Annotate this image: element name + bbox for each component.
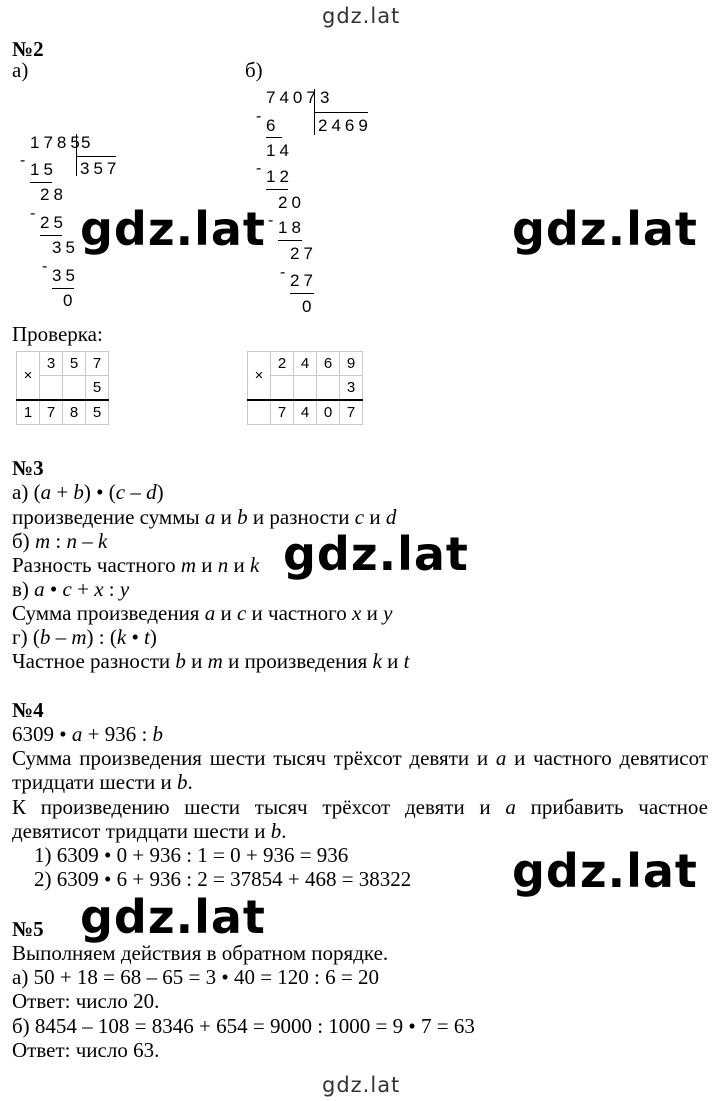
div-a-sub-2: 25 bbox=[40, 213, 67, 232]
cell: 8 bbox=[63, 400, 86, 425]
check-label: Проверка: bbox=[12, 322, 103, 346]
task4-title: №4 bbox=[12, 698, 44, 722]
div-a-sub-3: 35 bbox=[52, 266, 79, 285]
watermark-bottom: gdz.lat bbox=[322, 1073, 401, 1097]
cell: 1 bbox=[17, 400, 40, 425]
task5-b: б) 8454 – 108 = 8346 + 654 = 9000 : 1000 = 9 • 7 = 63 bbox=[12, 1014, 475, 1038]
times-sign: × bbox=[248, 352, 271, 401]
cell: 7 bbox=[340, 400, 363, 425]
task5-a: а) 50 + 18 = 68 – 65 = 3 • 40 = 120 : 6 = 20 bbox=[12, 965, 379, 989]
div-a-quotient: 357 bbox=[80, 159, 121, 178]
cell: 4 bbox=[294, 400, 317, 425]
div-b-dividend: 7407 bbox=[266, 88, 320, 107]
cell bbox=[63, 376, 86, 401]
cell: 6 bbox=[317, 352, 340, 376]
cell: 7 bbox=[40, 400, 63, 425]
watermark-large-5: gdz.lat bbox=[80, 890, 266, 944]
task3-b-desc: Разность частного m и n и k bbox=[12, 553, 260, 577]
div-b-sub-2: 12 bbox=[266, 167, 293, 186]
div-a-dividend: 1785 bbox=[30, 133, 84, 152]
div-b-rem-3: 27 bbox=[290, 244, 317, 263]
task3-c-desc: Сумма произведения a и c и частного x и y bbox=[12, 601, 393, 625]
task2-title: №2 bbox=[12, 37, 44, 61]
task2-label-b: б) bbox=[245, 58, 263, 82]
watermark-top: gdz.lat bbox=[322, 4, 401, 28]
task5-a-answer: Ответ: число 20. bbox=[12, 989, 160, 1013]
cell: 3 bbox=[40, 352, 63, 376]
cell: 7 bbox=[271, 400, 294, 425]
cell bbox=[248, 400, 271, 425]
cell: 7 bbox=[86, 352, 109, 376]
div-b-divisor: 3 bbox=[320, 88, 334, 107]
cell bbox=[271, 376, 294, 401]
task3-b-expr: б) m : n – k bbox=[12, 529, 108, 553]
watermark-large-1: gdz.lat bbox=[80, 202, 266, 256]
task5-intro: Выполняем действия в обратном порядке. bbox=[12, 941, 389, 965]
task4-para1-line1: Сумма произведения шести тысяч трёхсот девяти и a и частного девятисот bbox=[12, 746, 708, 770]
cell bbox=[317, 376, 340, 401]
check-table-a bbox=[16, 351, 109, 425]
div-a-rem-1: 28 bbox=[40, 185, 67, 204]
div-b-rem-4: 0 bbox=[302, 297, 316, 316]
div-b-sub-4: 27 bbox=[290, 271, 317, 290]
task4-calc-1: 1) 6309 • 0 + 936 : 1 = 0 + 936 = 936 bbox=[34, 843, 349, 867]
cell: 5 bbox=[86, 400, 109, 425]
div-b-rem-2: 20 bbox=[278, 193, 305, 212]
div-a-sub-1: 15 bbox=[30, 160, 57, 179]
task4-expr: 6309 • a + 936 : b bbox=[12, 722, 164, 746]
check-b-row-result bbox=[248, 400, 363, 425]
cell bbox=[294, 376, 317, 401]
check-a-row-1 bbox=[17, 352, 109, 376]
task3-a-expr: а) (a + b) • (c – d) bbox=[12, 480, 164, 504]
times-sign: × bbox=[17, 352, 40, 401]
task4-para2-line1: К произведению шести тысяч трёхсот девяти и a прибавить частное bbox=[12, 795, 708, 819]
cell: 9 bbox=[340, 352, 363, 376]
task3-a-desc: произведение суммы a и b и разности c и d bbox=[12, 505, 397, 529]
task3-title: №3 bbox=[12, 456, 44, 480]
cell: 5 bbox=[86, 376, 109, 401]
task5-title: №5 bbox=[12, 917, 44, 941]
watermark-large-3: gdz.lat bbox=[283, 527, 469, 581]
watermark-large-2: gdz.lat bbox=[512, 202, 698, 256]
check-table-b bbox=[247, 351, 363, 425]
cell: 4 bbox=[294, 352, 317, 376]
task3-d-expr: г) (b – m) : (k • t) bbox=[12, 625, 157, 649]
task3-c-expr: в) a • c + x : y bbox=[12, 577, 130, 601]
div-b-sub-3: 18 bbox=[278, 218, 305, 237]
div-a-divisor: 5 bbox=[81, 133, 95, 152]
task2-label-a: а) bbox=[12, 58, 29, 82]
div-b-quotient: 2469 bbox=[318, 116, 372, 135]
watermark-large-4: gdz.lat bbox=[512, 844, 698, 898]
task4-para1-line2: тридцати шести и b. bbox=[12, 770, 193, 794]
check-b-row-1 bbox=[248, 352, 363, 376]
div-a-rem-3: 0 bbox=[63, 291, 77, 310]
task3-d-desc: Частное разности b и m и произведения k и t bbox=[12, 649, 410, 673]
task4-calc-2: 2) 6309 • 6 + 936 : 2 = 37854 + 468 = 38322 bbox=[34, 867, 412, 891]
cell: 5 bbox=[63, 352, 86, 376]
check-a-row-result bbox=[17, 400, 109, 425]
cell: 0 bbox=[317, 400, 340, 425]
task5-b-answer: Ответ: число 63. bbox=[12, 1038, 160, 1062]
cell: 3 bbox=[340, 376, 363, 401]
div-b-sub-1: 6 bbox=[266, 116, 280, 135]
cell bbox=[40, 376, 63, 401]
cell: 2 bbox=[271, 352, 294, 376]
div-b-rem-1: 14 bbox=[266, 141, 293, 160]
div-a-rem-2: 35 bbox=[52, 238, 79, 257]
task4-para2-line2: девятисот тридцати шести и b. bbox=[12, 819, 287, 843]
